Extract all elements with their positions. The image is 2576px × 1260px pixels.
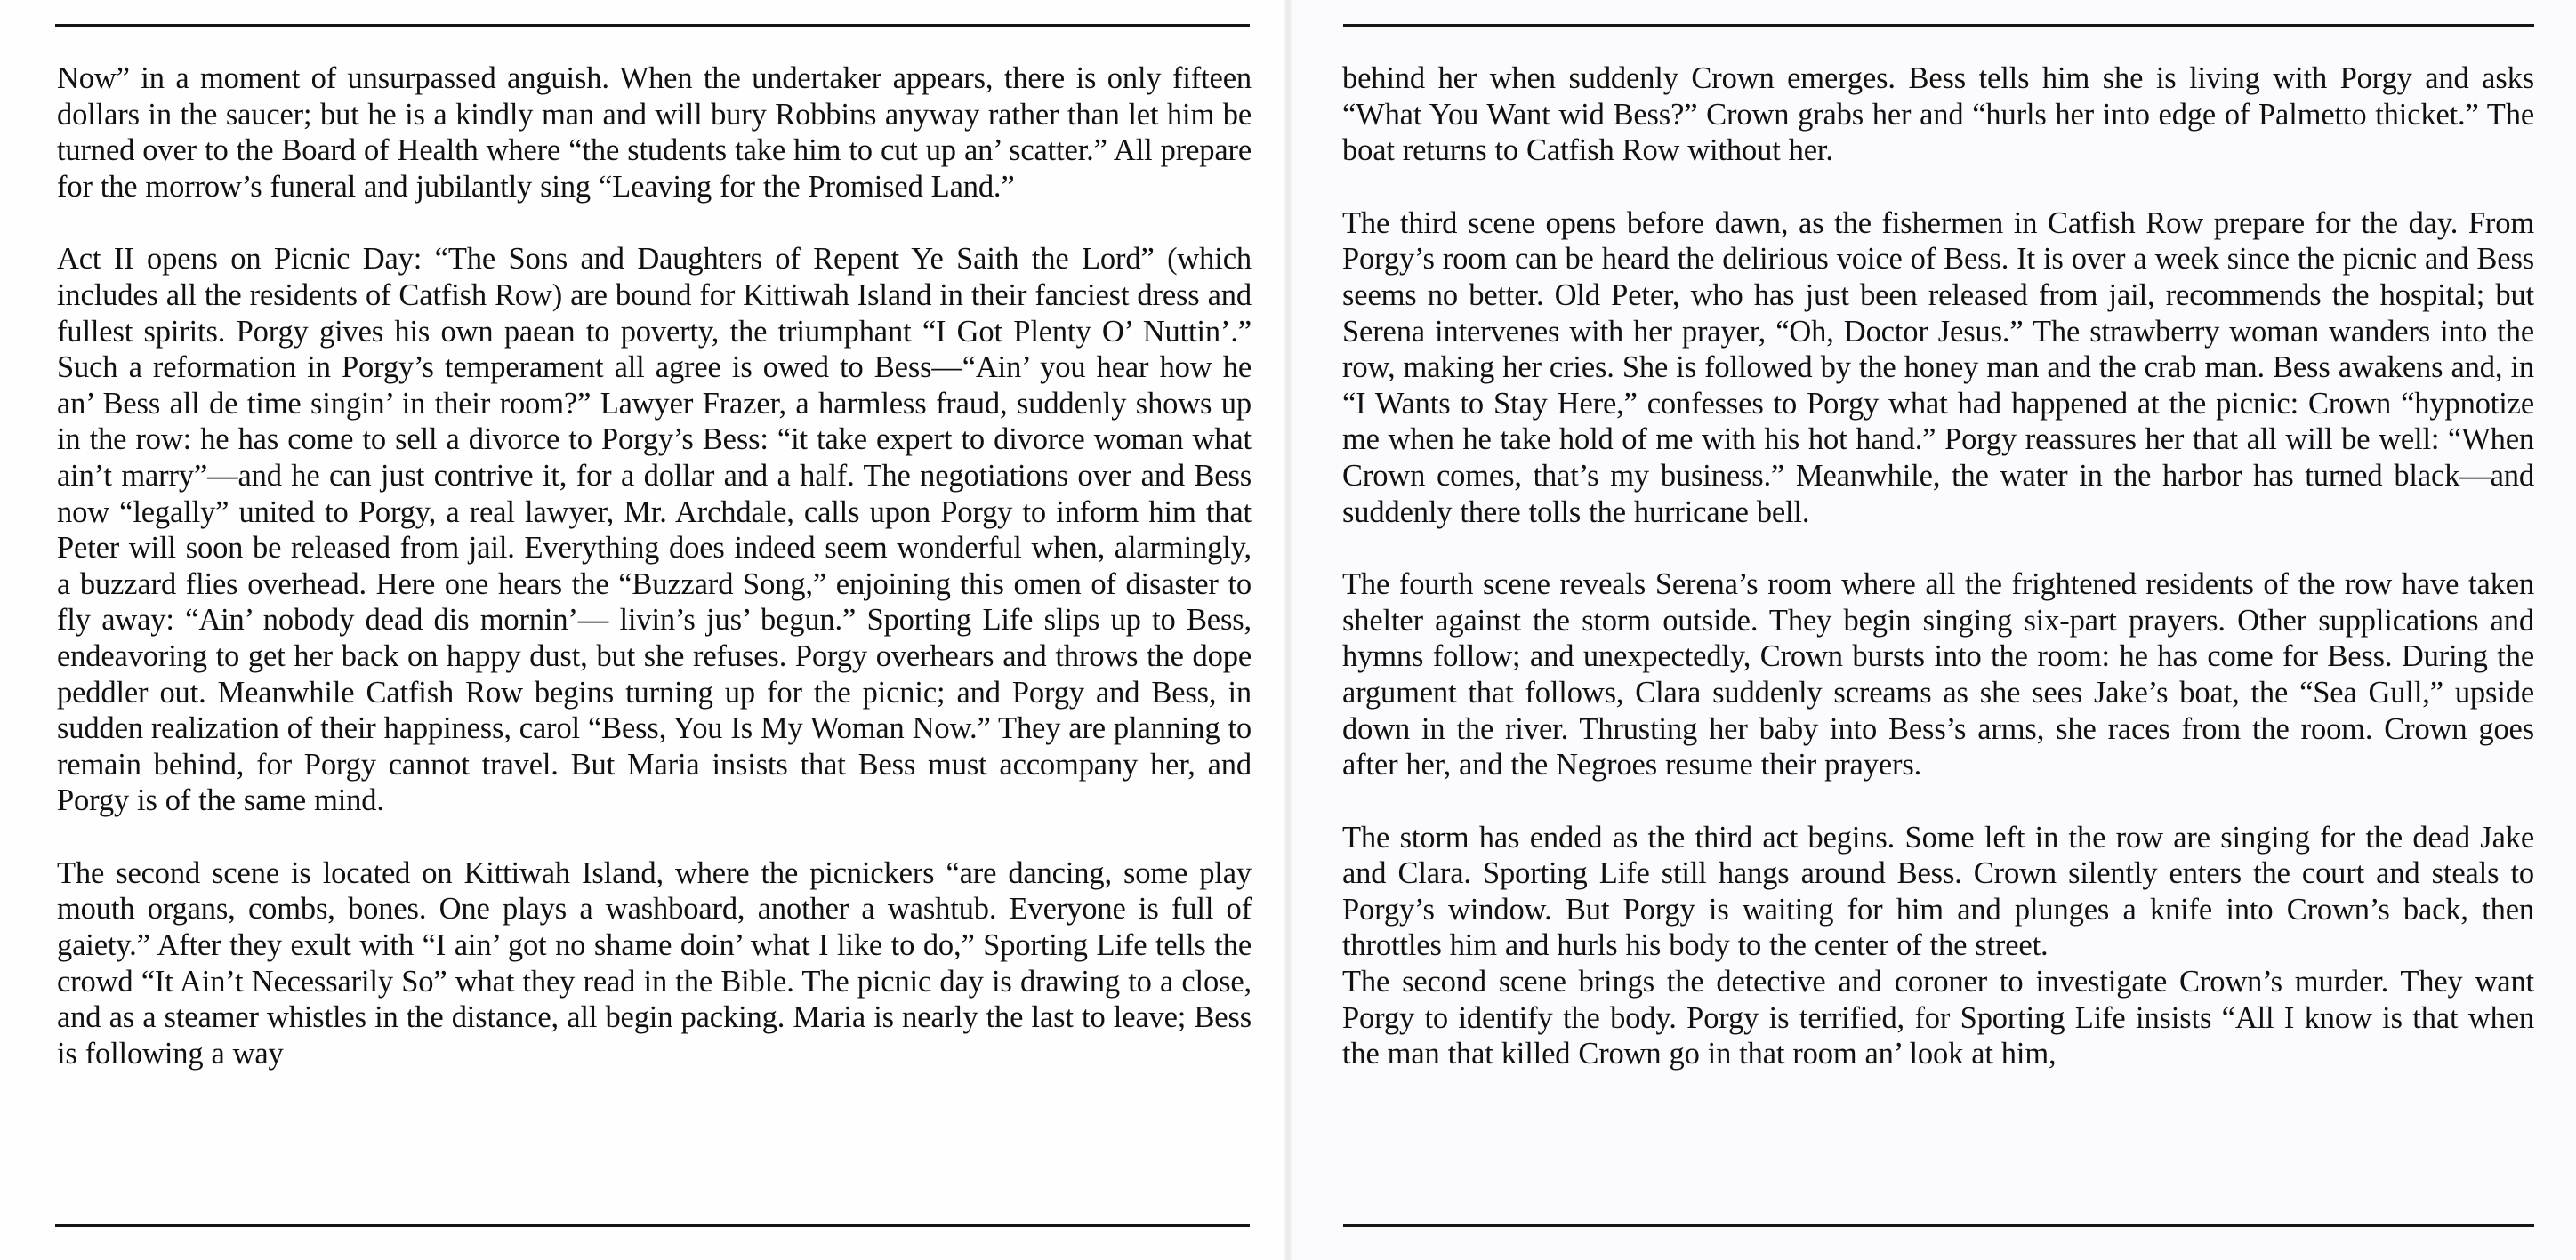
left-top-rule bbox=[55, 24, 1250, 27]
left-bottom-rule bbox=[55, 1224, 1250, 1227]
left-paragraph-3: The second scene is located on Kittiwah Island, where the picnickers “are dancing, some play mouth organs, combs, bones. One plays a washboard, another a washtub. Everyone is full of gaiety.” After they exult with “I ain’ got no shame doin’ what I like to do,” Sporting Life tells the crowd “It Ain’t Necessarily So” what they read in the Bible. The picnic day is drawing to a close, and as a steamer whistles in the distance, all begin packing. Maria is nearly the last to leave; Bess is following a way bbox=[57, 855, 1252, 1071]
right-paragraph-4: The storm has ended as the third act begins. Some left in the row are singing for the dead Jake and Clara. Sporting Life still hangs around Bess. Crown silently enters the court and steals to Porgy’s window. But Porgy is waiting for him and plunges a knife into Crown’s back, then throttles him and hurls his body to the center of the street. bbox=[1342, 820, 2534, 963]
right-paragraph-1: behind her when suddenly Crown emerges. Bess tells him she is living with Porgy and asks “What You Want wid Bess?” Crown grabs her and “hurls her into edge of Palmetto thicket.” The boat returns to Catfish Row without her. bbox=[1342, 61, 2534, 168]
left-paragraph-2: Act II opens on Picnic Day: “The Sons and Daughters of Repent Ye Saith the Lord” (which includes all the residents of Catfish Row) are bound for Kittiwah Island in their fanciest dress and fullest spirits. Porgy gives his own paean to poverty, the triumphant “I Got Plenty O’ Nuttin’.” Such a reformation in Porgy’s temperament all agree is owed to Bess—“Ain’ you hear how he an’ Bess all de time singin’ in their room?” Lawyer Frazer, a harmless fraud, suddenly shows up in the row: he has come to sell a divorce to Porgy’s Bess: “it take expert to divorce woman what ain’t marry”—and he can just contrive it, for a dollar and a half. The negotiations over and Bess now “legally” united to Porgy, a real lawyer, Mr. Archdale, calls upon Porgy to inform him that Peter will soon be released from jail. Everything does indeed seem wonderful when, alarmingly, a buzzard flies overhead. Here one hears the “Buzzard Song,” enjoining this omen of disaster to fly away: “Ain’ nobody dead dis mornin’— livin’s jus’ begun.” Sporting Life slips up to Bess, endeavoring to get her back on happy dust, but she refuses. Porgy overhears and throws the dope peddler out. Meanwhile Catfish Row begins turning up for the picnic; and Porgy and Bess, in sudden realization of their happiness, carol “Bess, You Is My Woman Now.” They are planning to remain behind, for Porgy cannot travel. But Maria insists that Bess must accompany her, and Porgy is of the same mind. bbox=[57, 242, 1252, 818]
right-text-column bbox=[1342, 60, 2534, 1072]
book-gutter bbox=[1284, 0, 1292, 1260]
right-bottom-rule bbox=[1343, 1224, 2534, 1227]
right-paragraph-5: The second scene brings the detective and coroner to investigate Crown’s murder. They want Porgy to identify the body. Porgy is terrified, for Sporting Life insists “All I know is that when the man that killed Crown go in that room an’ look at him, bbox=[1342, 965, 2534, 1071]
right-top-rule bbox=[1343, 24, 2534, 27]
right-paragraph-3: The fourth scene reveals Serena’s room where all the frightened residents of the row have taken shelter against the storm outside. They begin singing six-part prayers. Other supplications and hymns follow; and unexpectedly, Crown bursts into the room: he has come for Bess. During the argument that follows, Clara suddenly screams as she sees Jake’s boat, the “Sea Gull,” upside down in the river. Thrusting her baby into Bess’s arms, she races from the room. Crown goes after her, and the Negroes resume their prayers. bbox=[1342, 567, 2534, 782]
right-paragraph-2: The third scene opens before dawn, as the fishermen in Catfish Row prepare for the day. From Porgy’s room can be heard the delirious voice of Bess. It is over a week since the picnic and Bess seems no better. Old Peter, who has just been released from jail, recommends the hospital; but Serena intervenes with her prayer, “Oh, Doctor Jesus.” The strawberry woman wanders into the row, making her cries. She is followed by the honey man and the crab man. Bess awakens and, in “I Wants to Stay Here,” confesses to Porgy what had happened at the picnic: Crown “hypnotize me when he take hold of me with his hot hand.” Porgy reassures her that all will be well: “When Crown comes, that’s my business.” Meanwhile, the water in the harbor has turned black—and suddenly there tolls the hurricane bell. bbox=[1342, 205, 2534, 529]
left-paragraph-1: Now” in a moment of unsurpassed anguish. When the undertaker appears, there is only fifteen dollars in the saucer; but he is a kindly man and will bury Robbins anyway rather than let him be turned over to the Board of Health where “the students take him to cut up an’ scatter.” All prepare for the morrow’s funeral and jubilantly sing “Leaving for the Promised Land.” bbox=[57, 61, 1252, 204]
left-text-column bbox=[57, 60, 1252, 1071]
